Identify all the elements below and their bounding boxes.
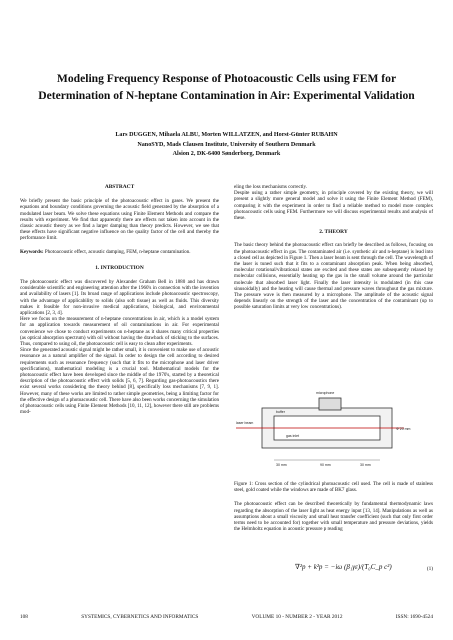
abstract-heading: ABSTRACT — [104, 184, 135, 190]
intro-paragraph-1: The photoacoustic effect was discovered by Alexander Graham Bell in 1880 and has drawn considerable scientific and engineering attention after the 1960's in connection with the invention and availability of lasers [1]. Its broad range of applications include photoacoustic spectroscopy, with the advantage of applicability to solids (also soft tissue) as well as fluids. This diversity makes it feasible for non-invasive medical applications, biological, and environmental applications [2, 3, 4]. — [20, 279, 219, 317]
author-block — [20, 131, 433, 160]
cell-outline — [262, 398, 392, 448]
intro-paragraph-3: Since the generated acoustic signal might be rather small, it is convenient to make use of acoustic resonance as a natural amplifier of the signal. In order to design the cell according to desired requirements such as resonance frequency (such that it fits to the microphone and laser driver specifications), mathematical modeling is a crucial tool. Mathematical models for the photoacoustic effect have been developed since the middle of the 1970's, started by a theoretical description of the photoacoustic effect with solids [5, 6, 7]. Regarding gas-photoacoustics there exist several works considering the theory behind [8], specifically loss mechanisms [7, 9, 1]. However, many of these works are limited to rather simple geometries, being a limiting factor for the effective design of a photoacoustic cell. There have also been works concerning the simulation of photoacoustic cells using Finite Element Methods [10, 11, 12], however there still are problems mod- — [20, 347, 219, 416]
right-paragraph-1: Despite using a rather simple geometry, in principle covered by the existing theory, we will present a slightly more general model and solve it using the Finite Element Method (FEM), comparing it with the experiment in order to find a reliable method to model more complex photoacoustic cells using FEM. Furthermore we will discuss experimental results and analysis of these. — [234, 190, 433, 222]
intro-paragraph-2: Here we focus on the measurement of n-heptane concentrations in air, which is a model system for an application towards measurement of oil contaminations in air. For experimental convenience we chose to conduct experiments on n-heptane as it shares many critical properties (as optical absorption spectrum) with oil without having the drawback of sticking to the surfaces. Thus, compared to using oil, the photoacoustic cell is easy to clean after experiments. — [20, 316, 219, 348]
volume-info: VOLUME 10 - NUMBER 2 - YEAR 2012 — [251, 614, 343, 620]
right-paragraph-0: eling the loss mechanisms correctly. — [234, 184, 307, 190]
fig-label-laser: laser beam — [236, 421, 254, 425]
right-paragraph-2: The photoacoustic effect can be described theoretically by fundamental thermodynamic laws regarding the absorption of the laser light as heat energy input [13, 14]. Manipulations as well as assumptions about a small viscosity and small heat transfer coefficient (such that only first order terms need to be accounted for) together with small temperature and pressure deviations, yields the Helmholtz equation in acoustic pressure p reading — [234, 501, 433, 533]
paper-title — [20, 70, 433, 104]
equation-number: (1) — [426, 566, 433, 572]
fig-label-length-3: 30 mm — [360, 463, 371, 467]
introduction-heading: 1. INTRODUCTION — [95, 264, 144, 271]
left-column — [20, 184, 219, 416]
fig-label-microphone: microphone — [316, 391, 335, 395]
journal-name: SYSTEMICS, CYBERNETICS AND INFORMATICS — [81, 614, 199, 620]
figure-1-diagram — [234, 380, 433, 475]
keywords-text: Photoacoustic effect, acoustic damping, FEM, n-heptane contamination. — [44, 248, 191, 255]
theory-heading: 2. THEORY — [319, 229, 348, 236]
keywords-label: Keywords: — [20, 248, 44, 255]
equation-1: ∇²p + k²p = −iω (β₁γε)/(T₀C_p c²) — [295, 563, 392, 571]
title-line-1: Modeling Frequency Response of Photoacoustic Cells using FEM for — [56, 72, 397, 85]
keywords — [20, 249, 219, 255]
right-column-upper — [234, 184, 433, 311]
affiliation-2: Alsion 2, DK-6400 Sønderborg, Denmark — [172, 151, 281, 157]
fig-label-length-2: 90 mm — [320, 463, 331, 467]
fig-label-gas: gas inlet — [286, 434, 300, 438]
right-column-lower — [234, 481, 433, 532]
page-number: 108 — [20, 614, 28, 620]
fig-label-length-1: 30 mm — [276, 463, 287, 467]
fig-label-diameter: Φ 20 mm — [396, 427, 411, 431]
theory-paragraph: The basic theory behind the photoacoustic effect can briefly be described as follows, focusing on the photoacoustic effect in gas. The contaminated air (i.e. synthetic air and n-heptane) is lead into a closed cell as depicted in Figure 1. Then a laser beam is sent through the cell. The wavelength of the laser is tuned such that it fits to a contaminant absorption peak. When being absorbed, molecular rotational/vibrational states are excited and these states are subsequently relaxed by molecular collisions, essentially heating up the gas in the small volume around the particular molecule that absorbed laser light. Finally the laser intensity is modulated (in this case sinusoidally) and the heating will cause thermal and pressure waves throughout the gas mixture. The pressure wave is then measured by a microphone. The amplitude of the acoustic signal depends linearly on the strength of the laser and the concentration of the contaminant (up to possible saturation limits at very low concentrations). — [234, 242, 433, 311]
abstract-text: We briefly present the basic principle of the photoacoustic effect in gases. We present the equations and boundary conditions governing the acoustic field generated by the absorption of a modulated laser beam. We solve these equations using Finite Element Methods and compare the results with experiment. We find that apparently there are effects not taken into account in the classic acoustic theory as we find a larger damping than theory predicts. However, we see that these effects have significant negative influence on the quality factor of the cell and thereby the performance limit. — [20, 198, 219, 242]
fig-label-buffer: buffer — [276, 410, 285, 414]
affiliation-1: NanoSYD, Mads Clausen Institute, University of Southern Denmark — [137, 141, 316, 148]
figure-1-caption: Figure 1: Cross section of the cylindrical photoacoustic cell used. The cell is made of stainless steel, gold coated while the windows are made of BK7 glass. — [234, 481, 433, 494]
page-footer — [20, 614, 433, 620]
issn: ISSN: 1690-4524 — [395, 614, 433, 620]
authors: Lars DUGGEN, Mihaela ALBU, Morten WILLATZEN, and Horst-Günter RUBAHN — [115, 132, 338, 138]
title-line-2: Determination of N-heptane Contamination in Air: Experimental Validation — [38, 89, 415, 102]
